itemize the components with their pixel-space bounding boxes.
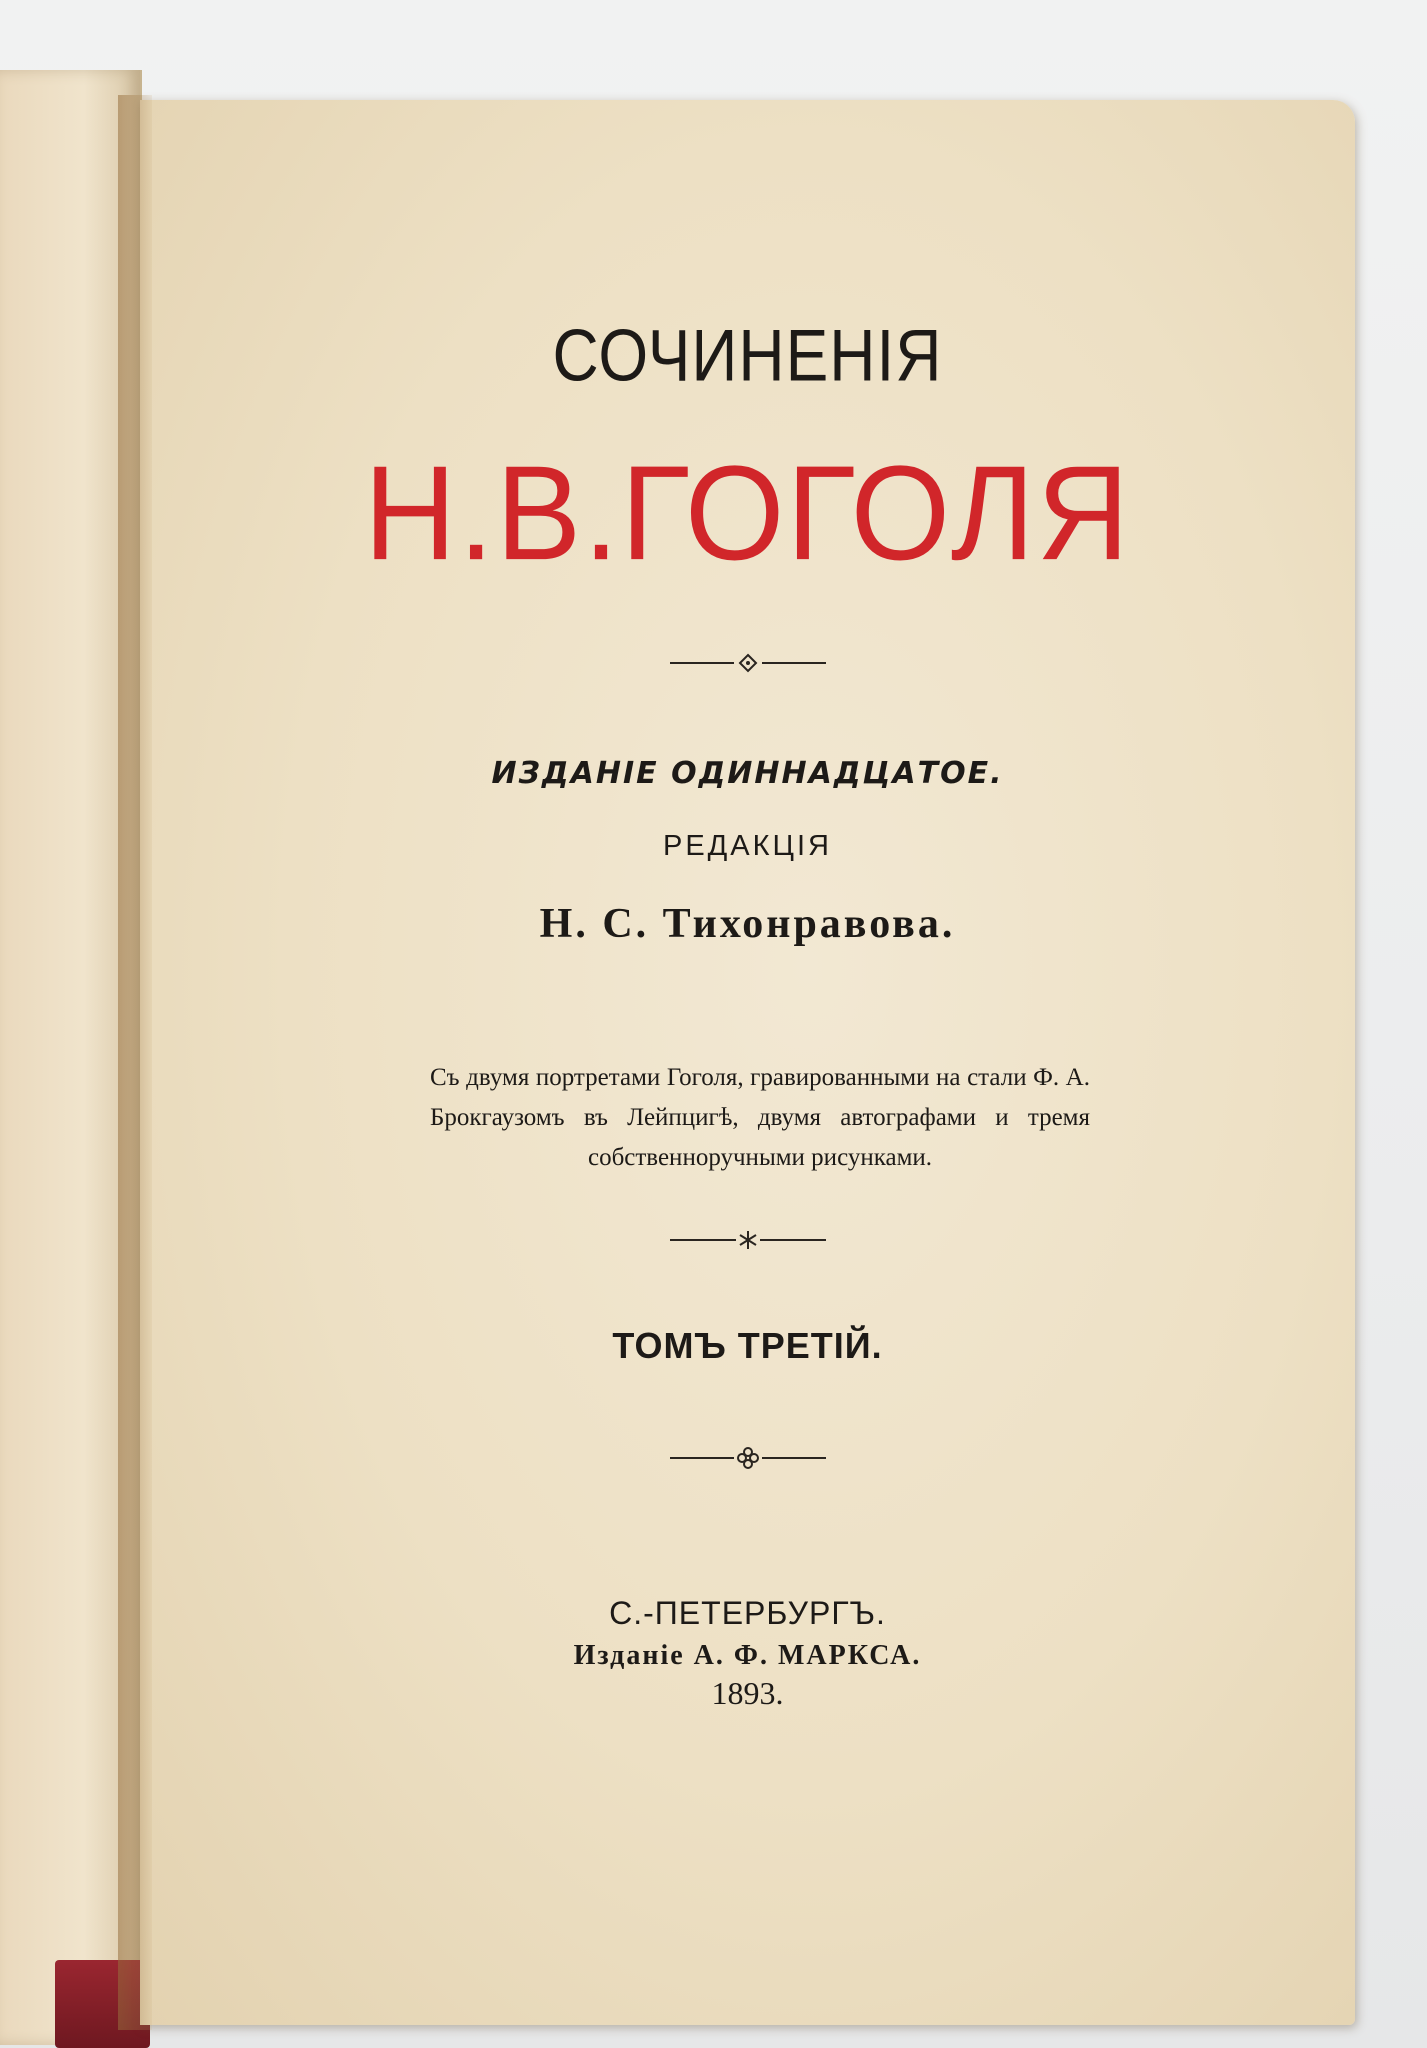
edition-line: ИЗДАНІЕ ОДИННАДЦАТОЕ.	[491, 756, 1004, 791]
works-title: СОЧИНЕНІЯ	[552, 313, 943, 397]
ornament-divider-top	[140, 651, 1355, 675]
edition-description: Съ двумя портретами Гоголя, гравированными на стали Ф. А. Брокгаузомъ въ Лейпцигѣ, двумя автографами и тремя собственноручными рисунками.	[430, 1064, 1090, 1171]
ornament-divider-bottom	[140, 1446, 1355, 1470]
title-page	[140, 100, 1355, 2025]
imprint-publisher: Изданіе А. Ф. МАРКСА.	[573, 1640, 922, 1671]
editor-name: Н. С. Тихонравова.	[539, 901, 956, 947]
author-title: Н.В.ГОГОЛЯ	[363, 438, 1132, 589]
volume-label: ТОМЪ ТРЕТІЙ.	[612, 1325, 883, 1366]
editorship-label: РЕДАКЦІЯ	[662, 830, 832, 862]
ornament-divider-middle	[140, 1228, 1355, 1252]
imprint-city: С.-ПЕТЕРБУРГЪ.	[609, 1595, 886, 1631]
spine-shadow	[118, 95, 152, 2030]
imprint-year: 1893.	[711, 1675, 784, 1711]
